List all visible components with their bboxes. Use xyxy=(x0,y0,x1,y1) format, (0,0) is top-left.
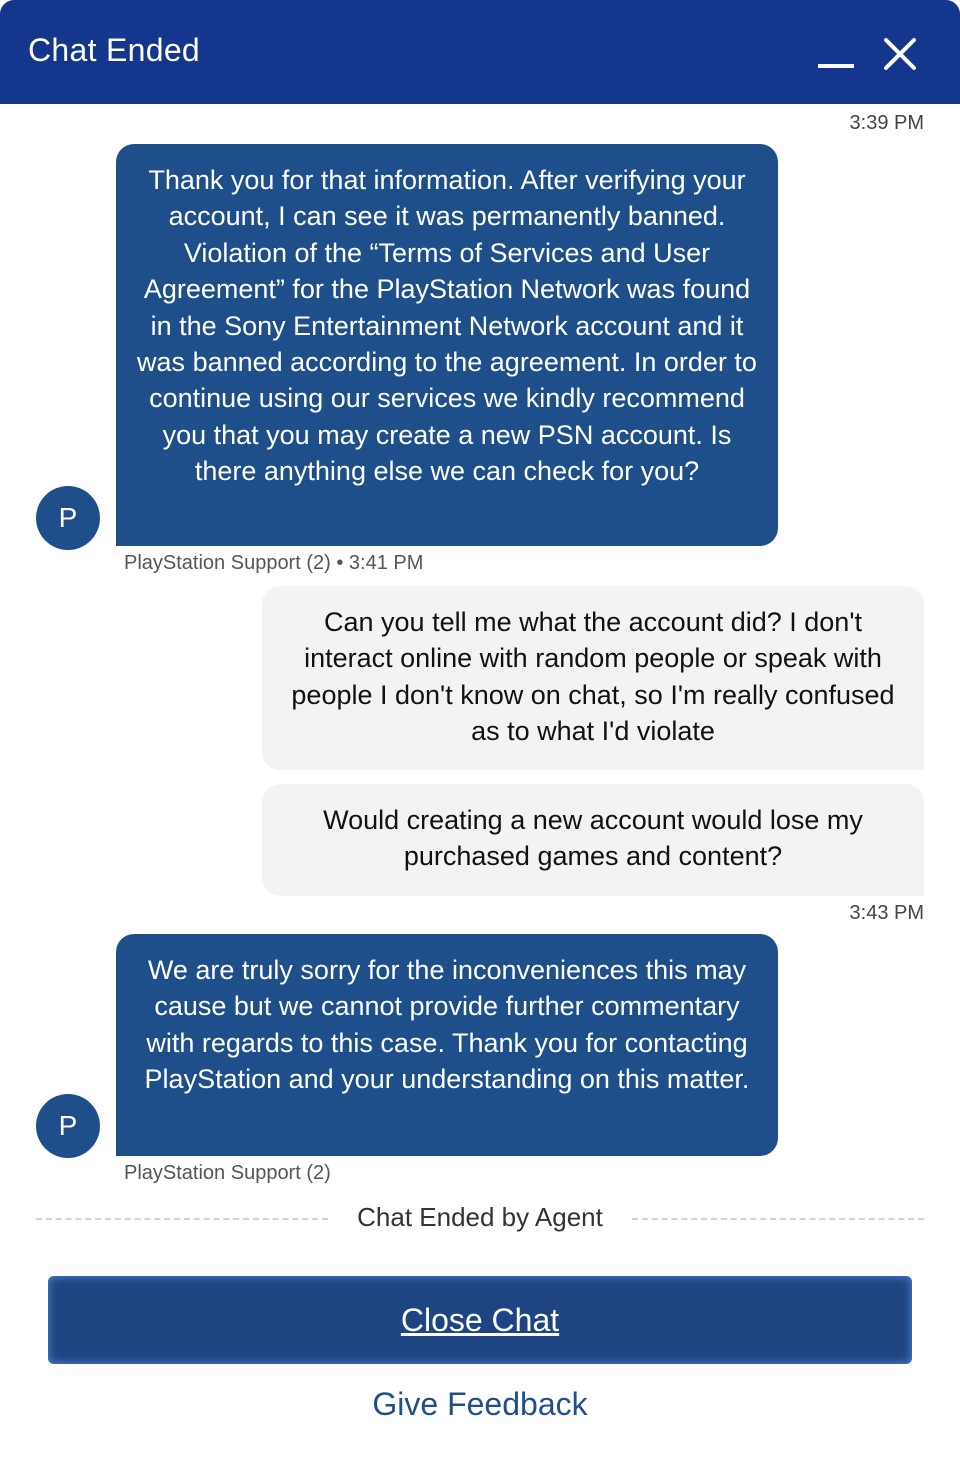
agent-avatar: P xyxy=(36,1094,100,1158)
chat-title: Chat Ended xyxy=(28,32,201,68)
close-window-button[interactable] xyxy=(876,30,924,78)
minimize-button[interactable] xyxy=(812,30,860,78)
give-feedback-link[interactable]: Give Feedback xyxy=(372,1386,588,1422)
chat-ended-divider xyxy=(36,1198,924,1238)
close-chat-button[interactable]: Close Chat xyxy=(48,1276,912,1364)
agent-sender-meta: PlayStation Support (2) • 3:41 PM xyxy=(124,552,424,574)
divider-line xyxy=(632,1218,924,1220)
minimize-icon xyxy=(812,30,860,78)
message-timestamp: 3:43 PM xyxy=(849,902,924,924)
message-timestamp: 3:39 PM xyxy=(849,112,924,134)
user-message: Would creating a new account would lose my purchased games and content? xyxy=(262,784,924,896)
agent-message: Thank you for that information. After verifying your account, I can see it was permanently banned. Violation of the “Terms of Services and User Agreement” for the PlayStation Network was found in the Sony Entertainment Network account and it was banned according to the agreement. In order to continue using our services we kindly recommend you that you may create a new PSN account. Is there anything else we can check for you? xyxy=(116,144,778,546)
agent-avatar: P xyxy=(36,486,100,550)
agent-message: We are truly sorry for the inconveniences this may cause but we cannot provide further commentary with regards to this case. Thank you for contacting PlayStation and your understanding on this matter. xyxy=(116,934,778,1156)
close-icon xyxy=(876,30,924,78)
chat-ended-label: Chat Ended by Agent xyxy=(357,1202,603,1232)
chat-header xyxy=(0,0,960,104)
user-message: Can you tell me what the account did? I don't interact online with random people or speak with people I don't know on chat, so I'm really confused as to what I'd violate xyxy=(262,586,924,770)
agent-sender-meta: PlayStation Support (2) xyxy=(124,1162,331,1184)
